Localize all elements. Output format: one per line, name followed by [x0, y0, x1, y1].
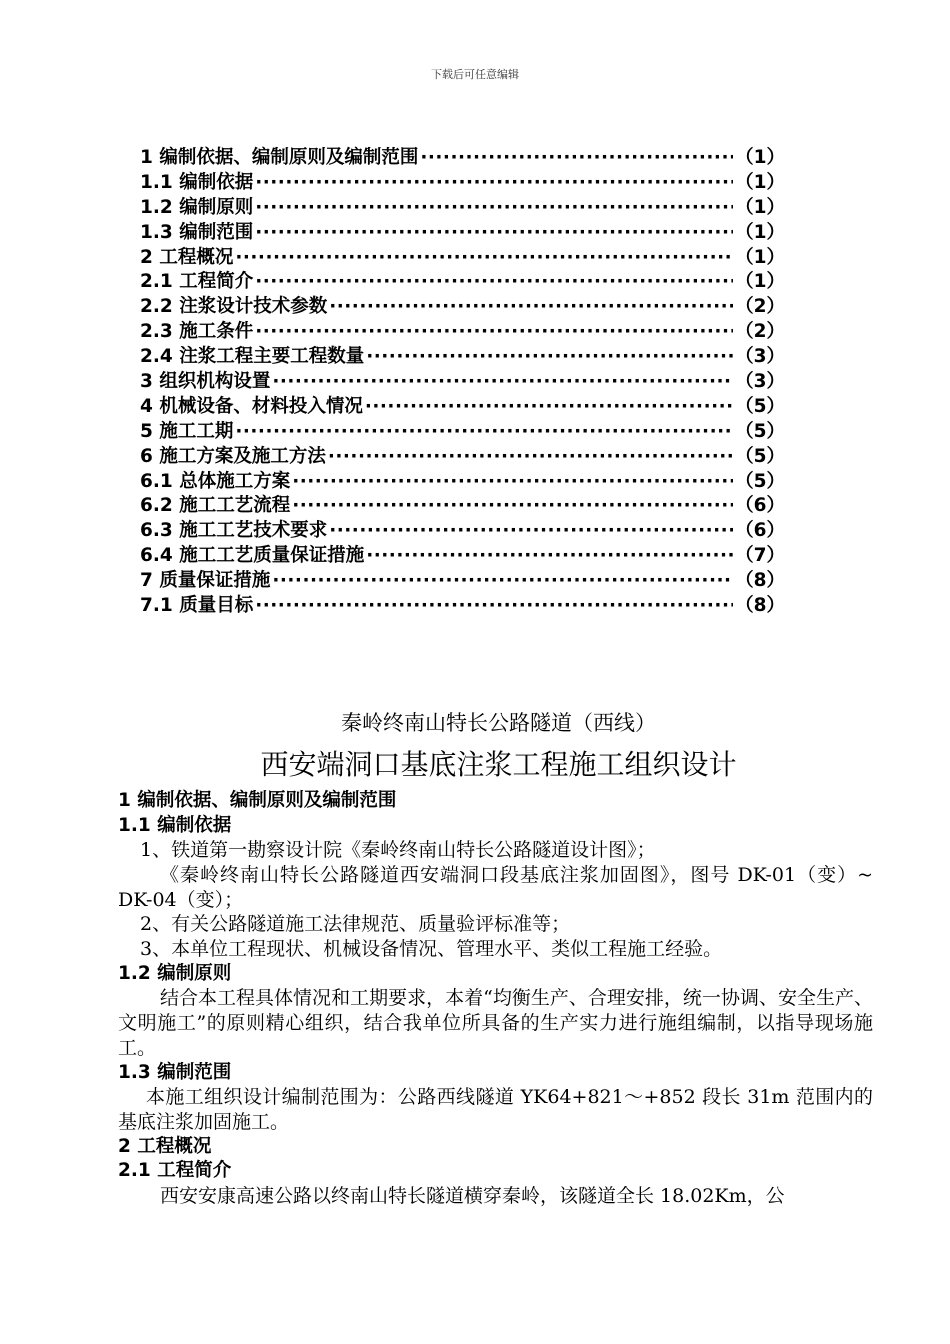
toc-leader-dots	[328, 446, 733, 467]
heading-1-2: 1.2 编制原则	[118, 962, 232, 984]
heading-2: 2 工程概况	[118, 1135, 212, 1157]
toc-entry-page: （5）	[735, 470, 785, 492]
toc-entry-label: 7 质量保证措施	[140, 570, 271, 592]
doc-title-line1: 秦岭终南山特长公路隧道（西线）	[341, 711, 656, 735]
toc-leader-dots	[366, 346, 733, 367]
toc-leader-dots	[235, 421, 733, 442]
toc-entry[interactable]	[140, 267, 785, 292]
heading-1: 1 编制依据、编制原则及编制范围	[118, 790, 397, 811]
toc-entry-page: （3）	[735, 346, 785, 368]
toc-leader-dots	[292, 495, 733, 516]
toc-leader-dots	[272, 570, 733, 591]
scope-paragraph: 本施工组织设计编制范围为：公路西线隧道 YK64+821～+852 段长 31m 范围内的基底注浆加固施工。	[118, 1086, 873, 1134]
toc-leader-dots	[329, 520, 733, 541]
toc-entry[interactable]	[140, 591, 785, 616]
toc-entry-page: （5）	[735, 395, 785, 417]
toc-entry-page: （5）	[735, 445, 785, 467]
toc-entry[interactable]	[140, 491, 785, 516]
heading-2-1: 2.1 工程简介	[118, 1160, 232, 1182]
toc-leader-dots	[365, 396, 733, 417]
basis-item-3: 3、本单位工程现状、机械设备情况、管理水平、类似工程施工经验。	[140, 938, 723, 961]
toc-entry-page: （1）	[735, 147, 785, 168]
toc-entry-page: （2）	[735, 296, 785, 318]
toc-entry-label: 6.4 施工工艺质量保证措施	[140, 545, 365, 567]
basis-item-1b: 《秦岭终南山特长公路隧道西安端洞口段基底注浆加固图》，图号 DK-01（变）~ DK-04（变）；	[118, 863, 873, 911]
toc-entry-label: 1 编制依据、编制原则及编制范围	[140, 147, 419, 168]
basis-item-1: 1、铁道第一勘察设计院《秦岭终南山特长公路隧道设计图》；	[140, 839, 656, 861]
heading-1-1: 1.1 编制依据	[118, 814, 232, 836]
toc-entry-page: （1）	[735, 221, 785, 243]
toc-entry[interactable]	[140, 566, 785, 591]
table-of-contents	[140, 143, 785, 616]
toc-entry-page: （5）	[735, 420, 785, 442]
toc-leader-dots	[235, 247, 733, 268]
toc-entry-page: （2）	[735, 321, 785, 343]
principle-paragraph: 结合本工程具体情况和工期要求，本着“均衡生产、合理安排，统一协调、安全生产、文明施工”的原则精心组织，结合我单位所具备的生产实力进行施组编制，以指导现场施工。	[118, 987, 873, 1060]
toc-leader-dots	[255, 321, 733, 342]
toc-entry[interactable]	[140, 317, 785, 342]
toc-entry[interactable]	[140, 442, 785, 467]
toc-entry-page: （1）	[735, 171, 785, 193]
toc-entry-label: 2.2 注浆设计技术参数	[140, 296, 328, 318]
toc-leader-dots	[255, 595, 733, 616]
toc-entry[interactable]	[140, 392, 785, 417]
toc-entry-label: 1.3 编制范围	[140, 221, 254, 243]
toc-leader-dots	[255, 197, 733, 218]
toc-entry-label: 7.1 质量目标	[140, 595, 254, 617]
toc-entry-page: （8）	[735, 570, 785, 592]
toc-entry-label: 2.1 工程简介	[140, 271, 254, 293]
toc-entry[interactable]	[140, 417, 785, 442]
toc-leader-dots	[329, 296, 733, 317]
toc-entry-page: （1）	[735, 271, 785, 293]
toc-entry[interactable]	[140, 193, 785, 218]
document-body	[118, 705, 873, 1209]
toc-entry-label: 5 施工工期	[140, 420, 234, 442]
toc-entry-page: （6）	[735, 495, 785, 517]
toc-entry[interactable]	[140, 541, 785, 566]
toc-entry[interactable]	[140, 243, 785, 268]
toc-leader-dots	[255, 222, 733, 243]
toc-entry-page: （6）	[735, 520, 785, 542]
toc-leader-dots	[255, 172, 733, 193]
toc-entry[interactable]	[140, 467, 785, 492]
header-note: 下载后可任意编辑	[431, 68, 519, 81]
toc-entry-label: 1.2 编制原则	[140, 196, 254, 218]
toc-entry-label: 2.3 施工条件	[140, 321, 254, 343]
heading-1-3: 1.3 编制范围	[118, 1061, 232, 1083]
toc-entry-page: （7）	[735, 545, 785, 567]
toc-leader-dots	[292, 471, 733, 492]
toc-entry[interactable]	[140, 218, 785, 243]
toc-entry-label: 2.4 注浆工程主要工程数量	[140, 346, 365, 368]
toc-leader-dots	[366, 545, 733, 566]
toc-entry-label: 6 施工方案及施工方法	[140, 445, 326, 467]
toc-entry-page: （8）	[735, 595, 785, 617]
toc-entry[interactable]	[140, 143, 785, 168]
toc-entry[interactable]	[140, 292, 785, 317]
toc-leader-dots	[272, 371, 733, 392]
toc-entry-page: （3）	[735, 371, 785, 393]
toc-entry-label: 6.1 总体施工方案	[140, 470, 291, 492]
doc-title-line2: 西安端洞口基底注浆工程施工组织设计	[260, 748, 737, 781]
toc-entry-label: 1.1 编制依据	[140, 171, 254, 193]
toc-entry-label: 3 组织机构设置	[140, 371, 271, 393]
basis-item-2: 2、有关公路隧道施工法律规范、质量验评标准等；	[140, 913, 571, 936]
toc-entry-page: （1）	[735, 246, 785, 268]
intro-paragraph: 西安安康高速公路以终南山特长隧道横穿秦岭，该隧道全长 18.02Km，公	[160, 1184, 785, 1207]
toc-leader-dots	[255, 271, 733, 292]
toc-entry[interactable]	[140, 516, 785, 541]
toc-entry-page: （1）	[735, 196, 785, 218]
toc-leader-dots	[420, 147, 733, 168]
toc-entry-label: 6.3 施工工艺技术要求	[140, 520, 328, 542]
toc-entry[interactable]	[140, 367, 785, 392]
toc-entry[interactable]	[140, 168, 785, 193]
toc-entry-label: 4 机械设备、材料投入情况	[140, 395, 363, 417]
toc-entry-label: 6.2 施工工艺流程	[140, 495, 291, 517]
toc-entry-label: 2 工程概况	[140, 246, 234, 268]
toc-entry[interactable]	[140, 342, 785, 367]
